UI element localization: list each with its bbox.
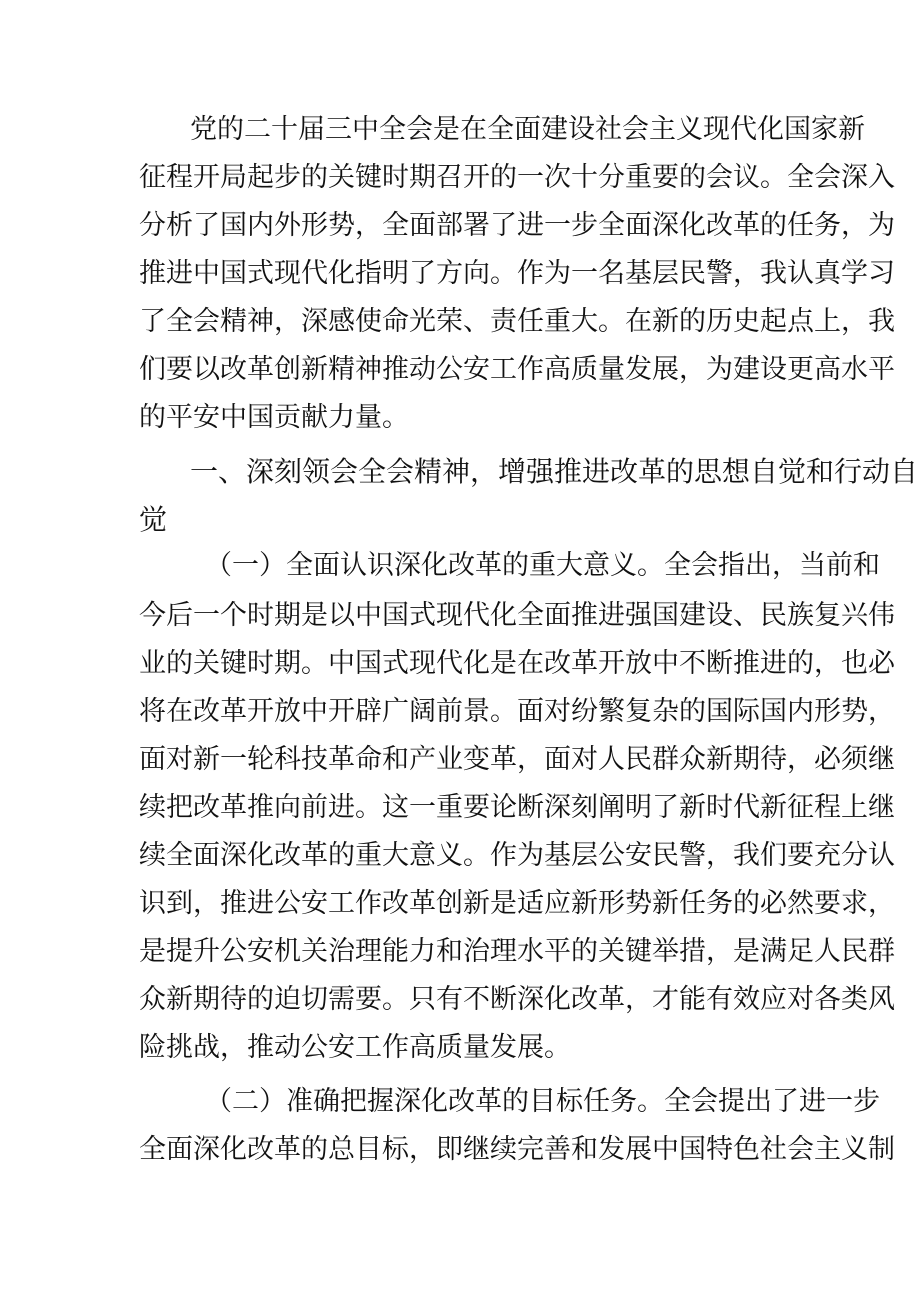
subsection-1-line-10: 众新期待的迫切需要。只有不断深化改革，才能有效应对各类风 (139, 984, 895, 1015)
subsection-1-line-6: 续把改革推向前进。这一重要论断深刻阐明了新时代新征程上继 (139, 792, 895, 823)
subsection-1-line-2: 今后一个时期是以中国式现代化全面推进强国建设、民族复兴伟 (139, 600, 895, 631)
intro-line-5: 了全会精神，深感使命光荣、责任重大。在新的历史起点上，我 (139, 306, 895, 337)
intro-line-6: 们要以改革创新精神推动公安工作高质量发展，为建设更高水平 (139, 354, 895, 385)
section-heading-line-1: 一、深刻领会全会精神，增强推进改革的思想自觉和行动自 (190, 455, 919, 488)
intro-line-1: 党的二十届三中全会是在全面建设社会主义现代化国家新 (190, 114, 865, 145)
subsection-1-line-1: （一）全面认识深化改革的重大意义。全会指出，当前和 (205, 550, 880, 581)
subsection-1-line-8: 识到，推进公安工作改革创新是适应新形势新任务的必然要求， (139, 888, 895, 919)
subsection-2-line-2: 全面深化改革的总目标，即继续完善和发展中国特色社会主义制 (139, 1134, 895, 1165)
subsection-2-line-1: （二）准确把握深化改革的目标任务。全会提出了进一步 (205, 1086, 880, 1117)
intro-line-3: 分析了国内外形势，全面部署了进一步全面深化改革的任务，为 (139, 210, 895, 241)
intro-line-2: 征程开局起步的关键时期召开的一次十分重要的会议。全会深入 (139, 162, 895, 193)
subsection-1-line-3: 业的关键时期。中国式现代化是在改革开放中不断推进的，也必 (139, 648, 895, 679)
intro-line-4: 推进中国式现代化指明了方向。作为一名基层民警，我认真学习 (139, 258, 895, 289)
section-heading-line-2: 觉 (139, 503, 168, 536)
subsection-1-line-5: 面对新一轮科技革命和产业变革，面对人民群众新期待，必须继 (139, 744, 895, 775)
subsection-1-line-9: 是提升公安机关治理能力和治理水平的关键举措，是满足人民群 (139, 936, 895, 967)
subsection-1-line-7: 续全面深化改革的重大意义。作为基层公安民警，我们要充分认 (139, 840, 895, 871)
intro-line-7: 的平安中国贡献力量。 (139, 402, 409, 433)
subsection-1-line-4: 将在改革开放中开辟广阔前景。面对纷繁复杂的国际国内形势， (139, 696, 895, 727)
subsection-1-line-11: 险挑战，推动公安工作高质量发展。 (139, 1032, 571, 1063)
